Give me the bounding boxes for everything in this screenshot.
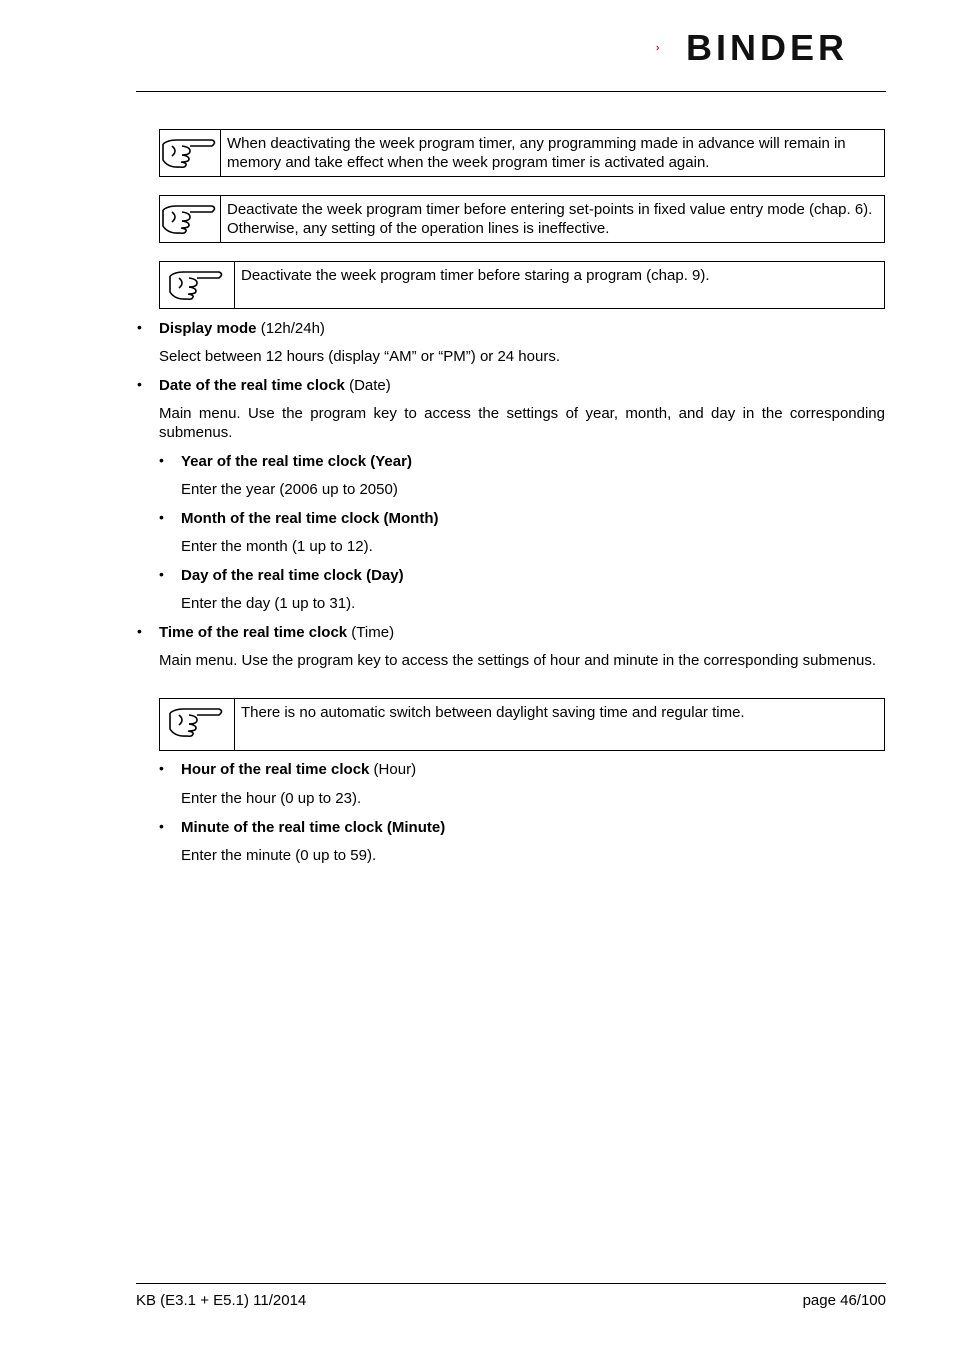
item-description: Enter the month (1 up to 12).: [181, 538, 373, 555]
item-suffix: (12h/24h): [256, 320, 325, 337]
footer-page-number: page 46/100: [802, 1292, 886, 1309]
item-description: Enter the day (1 up to 31).: [181, 595, 356, 612]
brand-logo-text: BINDER: [686, 27, 849, 68]
pointing-hand-icon: [160, 262, 235, 308]
list-item-time: [159, 623, 394, 642]
note-box: [159, 129, 885, 177]
item-suffix: (Date): [344, 377, 391, 394]
item-title: Date of the real time clock: [159, 377, 345, 394]
pointing-hand-icon: [160, 196, 221, 242]
note-text: There is no automatic switch between daylight saving time and regular time.: [241, 704, 745, 721]
bullet-icon: •: [137, 376, 142, 392]
binder-logo-mark: [656, 30, 686, 66]
item-description: Main menu. Use the program key to access the settings of year, month, and day in the corresponding submenus.: [159, 405, 885, 441]
item-description: Enter the minute (0 up to 59).: [181, 847, 377, 864]
note-box: [159, 195, 885, 243]
sub-item-year: Year of the real time clock (Year): [181, 453, 412, 470]
header-rule: [136, 91, 886, 92]
item-description: Enter the hour (0 up to 23).: [181, 790, 362, 807]
bullet-icon: •: [137, 623, 142, 639]
sub-item-minute: Minute of the real time clock (Minute): [181, 819, 446, 836]
item-title: Hour of the real time clock: [181, 761, 370, 778]
sub-item-day: Day of the real time clock (Day): [181, 567, 404, 584]
note-text: Deactivate the week program timer before entering set-points in fixed value entry mode (chap. 6). Otherwise, any setting of the operation lines is ineffective.: [227, 201, 873, 237]
bullet-icon: •: [159, 566, 164, 582]
sub-item-month: Month of the real time clock (Month): [181, 510, 439, 527]
note-box: [159, 261, 885, 309]
bullet-icon: •: [159, 509, 164, 525]
item-suffix: (Time): [347, 624, 395, 641]
pointing-hand-icon: [160, 130, 221, 176]
note-text: When deactivating the week program timer, any programming made in advance will remain in memory and take effect when the week program timer is activated again.: [227, 135, 846, 171]
list-item-display-mode: [159, 319, 325, 338]
bullet-icon: •: [159, 760, 164, 776]
footer-doc-id: KB (E3.1 + E5.1) 11/2014: [136, 1292, 307, 1309]
item-description: Main menu. Use the program key to access the settings of hour and minute in the corresponding submenus.: [159, 652, 877, 669]
bullet-icon: •: [137, 319, 142, 335]
list-item-date: [159, 376, 391, 395]
bullet-icon: •: [159, 818, 164, 834]
item-suffix: (Hour): [369, 761, 417, 778]
pointing-hand-icon: [160, 699, 235, 750]
item-title: Display mode: [159, 320, 257, 337]
item-description: Select between 12 hours (display “AM” or “PM”) or 24 hours.: [159, 348, 560, 365]
sub-item-hour: [181, 760, 416, 779]
note-box: [159, 698, 885, 751]
footer-rule: [136, 1283, 886, 1284]
bullet-icon: •: [159, 452, 164, 468]
item-description: Enter the year (2006 up to 2050): [181, 481, 398, 498]
note-text: Deactivate the week program timer before staring a program (chap. 9).: [241, 267, 710, 284]
item-title: Time of the real time clock: [159, 624, 348, 641]
